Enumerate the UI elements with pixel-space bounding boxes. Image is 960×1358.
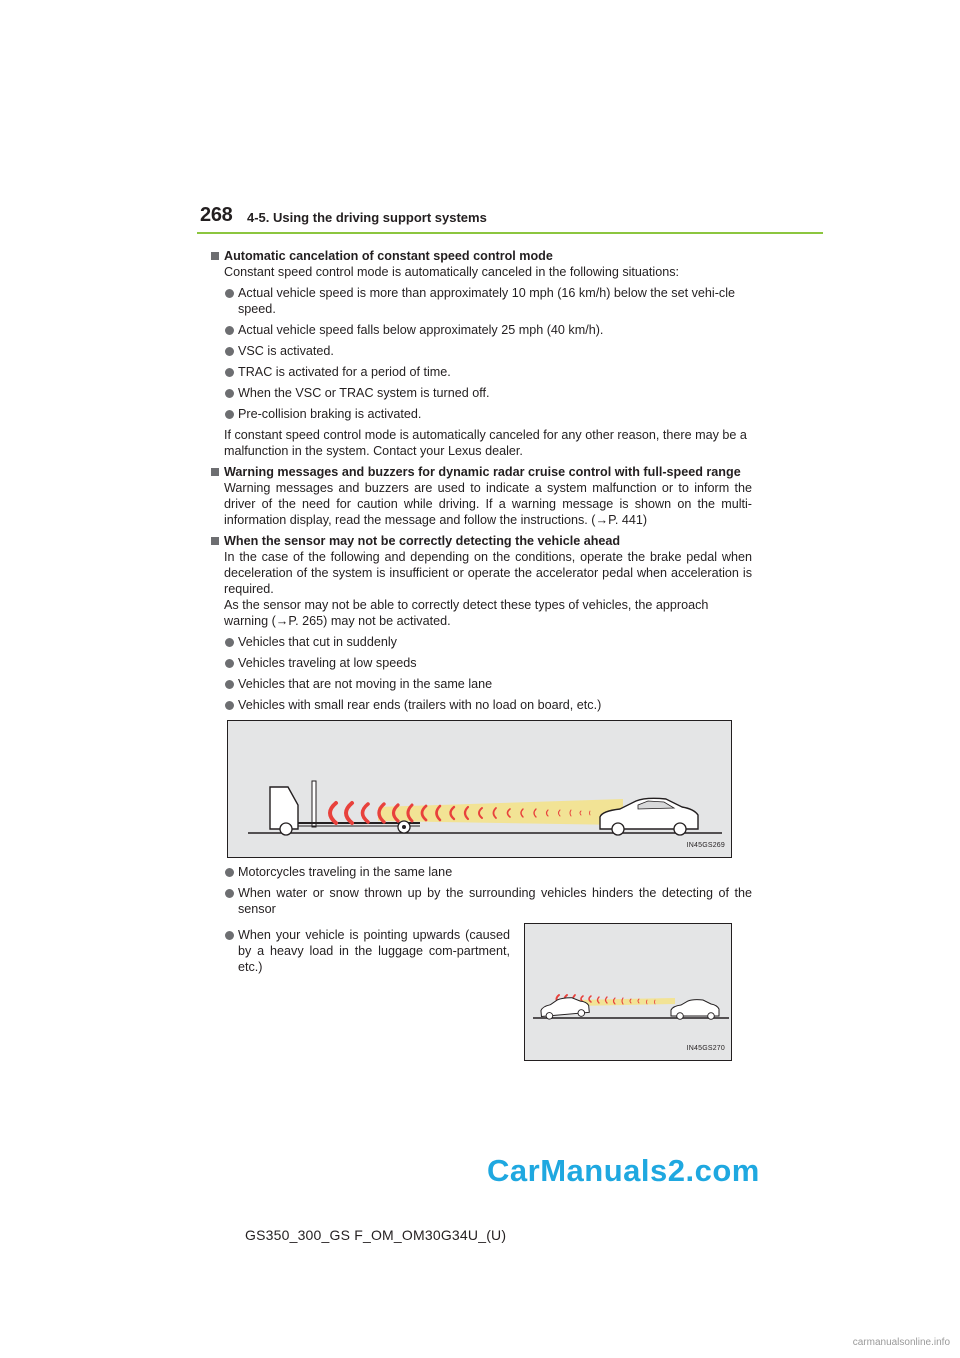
- circle-bullet-icon: [225, 931, 234, 940]
- circle-bullet-icon: [225, 289, 234, 298]
- page-number: 268: [200, 204, 233, 226]
- heading-warnings: Warning messages and buzzers for dynamic radar cruise control with full-speed range: [210, 464, 752, 480]
- circle-bullet-icon: [225, 326, 234, 335]
- circle-bullet-icon: [225, 659, 234, 668]
- figure-caption: IN45GS269: [686, 842, 725, 849]
- list-item: Pre-collision braking is activated.: [210, 406, 752, 422]
- list-item: Vehicles that are not moving in the same lane: [210, 676, 752, 692]
- circle-bullet-icon: [225, 638, 234, 647]
- side-by-side-block: [210, 923, 752, 1063]
- trailer-radar-illustration: [228, 721, 731, 857]
- square-bullet-icon: [211, 537, 219, 545]
- circle-bullet-icon: [225, 389, 234, 398]
- list-item: When water or snow thrown up by the surrounding vehicles hinders the detecting of the sensor: [210, 885, 752, 917]
- list-item: Vehicles that cut in suddenly: [210, 634, 752, 650]
- figure-caption: IN45GS270: [686, 1045, 725, 1052]
- header-rule: [197, 232, 823, 234]
- warnings-text: Warning messages and buzzers are used to indicate a system malfunction or to inform the driver of the need for caution while driving. If a warning message is shown on the multi-information display, read the message and follow the instructions. (→P. 441): [224, 481, 752, 527]
- circle-bullet-icon: [225, 680, 234, 689]
- square-bullet-icon: [211, 252, 219, 260]
- list-item: VSC is activated.: [210, 343, 752, 359]
- circle-bullet-icon: [225, 889, 234, 898]
- list-item: Vehicles traveling at low speeds: [210, 655, 752, 671]
- list-item: When your vehicle is pointing upwards (caused by a heavy load in the luggage com-partment, etc.): [210, 927, 510, 975]
- sensor-text-1: In the case of the following and depending on the conditions, operate the brake pedal when deceleration of the system is insufficient or operate the accelerator pedal when acceleration is required.: [224, 550, 752, 596]
- list-item: TRAC is activated for a period of time.: [210, 364, 752, 380]
- auto-cancel-note: If constant speed control mode is automatically canceled for any other reason, there may be a malfunction in the system. Contact your Lexus dealer.: [224, 428, 747, 458]
- circle-bullet-icon: [225, 868, 234, 877]
- heading-sensor: When the sensor may not be correctly detecting the vehicle ahead: [210, 533, 752, 549]
- circle-bullet-icon: [225, 410, 234, 419]
- list-item: Vehicles with small rear ends (trailers with no load on board, etc.): [210, 697, 752, 713]
- circle-bullet-icon: [225, 368, 234, 377]
- watermark-logo: CarManuals2.com: [487, 1153, 760, 1188]
- section-title: 4-5. Using the driving support systems: [247, 210, 487, 225]
- auto-cancel-intro: Constant speed control mode is automatically canceled in the following situations:: [224, 265, 680, 279]
- circle-bullet-icon: [225, 701, 234, 710]
- list-item: When the VSC or TRAC system is turned off.: [210, 385, 752, 401]
- watermark-url: carmanualsonline.info: [852, 1337, 950, 1348]
- vehicle-upwards-illustration: [525, 924, 731, 1060]
- figure-pointing-upwards: [524, 923, 732, 1061]
- page-content: [210, 244, 752, 1063]
- sensor-text-2: As the sensor may not be able to correctly detect these types of vehicles, the approach warning (→P. 265) may not be activated.: [224, 598, 709, 628]
- heading-auto-cancel: Automatic cancelation of constant speed control mode: [210, 248, 752, 264]
- list-item: Actual vehicle speed falls below approximately 25 mph (40 km/h).: [210, 322, 752, 338]
- list-item: Motorcycles traveling in the same lane: [210, 864, 752, 880]
- circle-bullet-icon: [225, 347, 234, 356]
- square-bullet-icon: [211, 468, 219, 476]
- figure-trailer-illustration: [227, 720, 732, 858]
- list-item: Actual vehicle speed is more than approximately 10 mph (16 km/h) below the set vehi-cle speed.: [210, 285, 752, 317]
- footer-code: GS350_300_GS F_OM_OM30G34U_(U): [245, 1227, 507, 1243]
